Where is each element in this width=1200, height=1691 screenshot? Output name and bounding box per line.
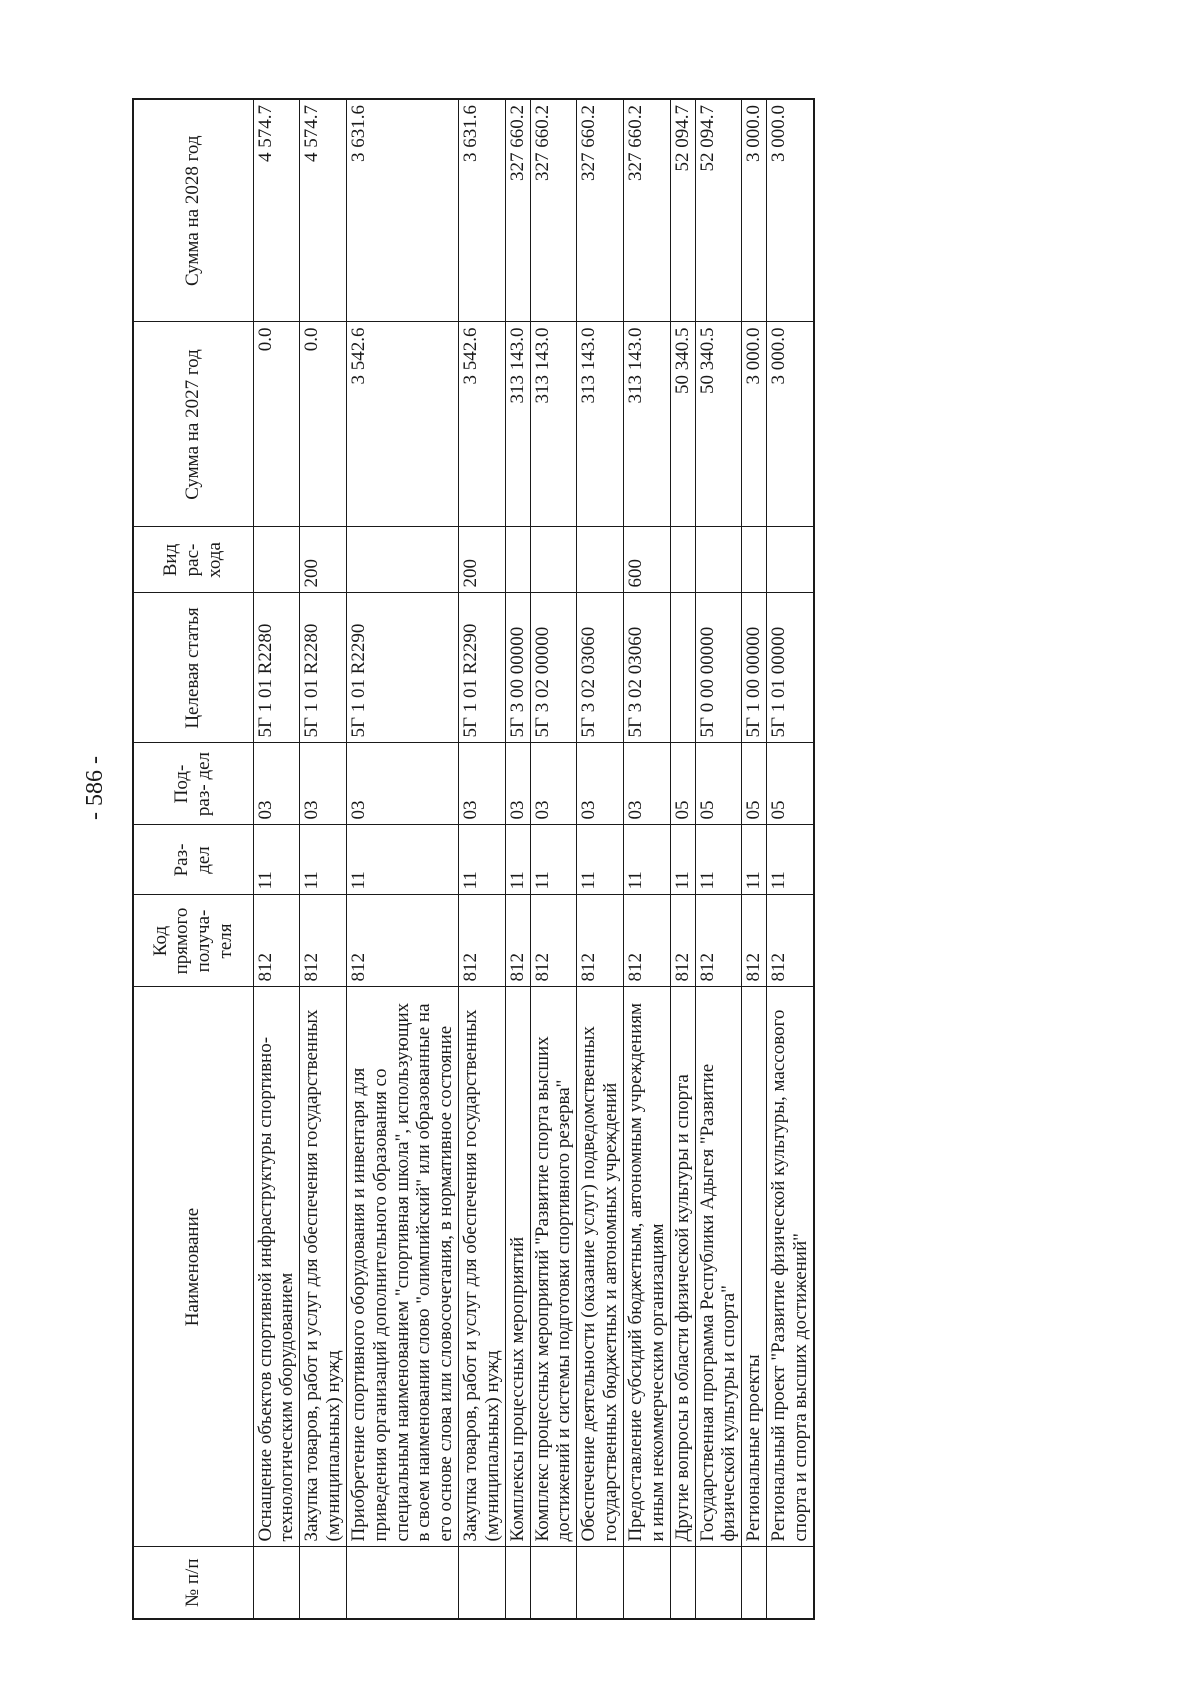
row-target-cell: 5Г 1 01 00000 xyxy=(767,593,814,743)
row-target-cell: 5Г 3 02 03060 xyxy=(577,593,624,743)
row-recipient-cell: 812 xyxy=(253,895,300,987)
row-num-cell xyxy=(577,1547,624,1619)
row-num-cell xyxy=(695,1547,742,1619)
row-subsection-cell: 05 xyxy=(767,743,814,825)
row-subsection-cell: 03 xyxy=(300,743,347,825)
page-number: - 586 - xyxy=(82,756,108,820)
row-name-cell: Региональные проекты xyxy=(742,987,767,1547)
row-sum-2028-cell: 327 660.2 xyxy=(577,99,624,322)
row-section-cell: 11 xyxy=(695,825,742,895)
rotated-page-content xyxy=(132,100,1037,1620)
row-section-cell: 11 xyxy=(505,825,530,895)
row-section-cell: 11 xyxy=(624,825,671,895)
row-name-cell: Закупка товаров, работ и услуг для обеспечения государственных (муниципальных) нужд xyxy=(300,987,347,1547)
row-num-cell xyxy=(346,1547,458,1619)
row-sum-2028-cell: 3 000.0 xyxy=(767,99,814,322)
row-section-cell: 11 xyxy=(742,825,767,895)
row-sum-2028-cell: 4 574.7 xyxy=(253,99,300,322)
row-target-cell: 5Г 1 01 R2280 xyxy=(253,593,300,743)
table-row xyxy=(459,99,506,1619)
header-sum-2028: Сумма на 2028 год xyxy=(133,99,253,322)
row-recipient-cell: 812 xyxy=(670,895,695,987)
row-sum-2027-cell: 313 143.0 xyxy=(577,322,624,527)
table-row xyxy=(505,99,530,1619)
row-sum-2027-cell: 3 000.0 xyxy=(742,322,767,527)
table-row xyxy=(577,99,624,1619)
row-name-cell: Приобретение спортивного оборудования и инвентаря для приведения организаций дополнительного образования со специальным наименованием "спортивная школа", использующих в своем наименовании слово "олимпийский" или образованные на его основе слова или словосочетания, в нормативное состояние xyxy=(346,987,458,1547)
row-section-cell: 11 xyxy=(767,825,814,895)
row-section-cell: 11 xyxy=(530,825,577,895)
row-recipient-cell: 812 xyxy=(459,895,506,987)
table-row xyxy=(346,99,458,1619)
budget-table xyxy=(132,98,815,1620)
row-subsection-cell: 03 xyxy=(346,743,458,825)
row-expense-cell: 600 xyxy=(624,527,671,593)
row-sum-2028-cell: 52 094.7 xyxy=(695,99,742,322)
header-num: № п/п xyxy=(133,1547,253,1619)
row-recipient-cell: 812 xyxy=(505,895,530,987)
row-num-cell xyxy=(505,1547,530,1619)
row-section-cell: 11 xyxy=(253,825,300,895)
row-subsection-cell: 05 xyxy=(695,743,742,825)
table-row xyxy=(767,99,814,1619)
header-sum-2027: Сумма на 2027 год xyxy=(133,322,253,527)
row-name-cell: Обеспечение деятельности (оказание услуг) подведомственных государственных бюджетных и автономных учреждений xyxy=(577,987,624,1547)
row-subsection-cell: 05 xyxy=(670,743,695,825)
row-target-cell: 5Г 0 00 00000 xyxy=(695,593,742,743)
row-num-cell xyxy=(624,1547,671,1619)
table-row xyxy=(670,99,695,1619)
row-expense-cell xyxy=(695,527,742,593)
row-sum-2027-cell: 313 143.0 xyxy=(530,322,577,527)
row-expense-cell xyxy=(346,527,458,593)
header-target: Целевая статья xyxy=(133,593,253,743)
row-num-cell xyxy=(767,1547,814,1619)
header-recipient: Код прямого получа- теля xyxy=(133,895,253,987)
row-num-cell xyxy=(530,1547,577,1619)
row-target-cell: 5Г 1 01 R2290 xyxy=(459,593,506,743)
table-header-row xyxy=(133,99,253,1619)
row-subsection-cell: 03 xyxy=(459,743,506,825)
header-expense: Вид рас- хода xyxy=(133,527,253,593)
row-sum-2027-cell: 3 000.0 xyxy=(767,322,814,527)
row-recipient-cell: 812 xyxy=(346,895,458,987)
row-sum-2027-cell: 50 340.5 xyxy=(695,322,742,527)
row-name-cell: Комплексы процессных мероприятий xyxy=(505,987,530,1547)
row-name-cell: Другие вопросы в области физической культуры и спорта xyxy=(670,987,695,1547)
row-expense-cell xyxy=(670,527,695,593)
row-target-cell: 5Г 1 01 R2280 xyxy=(300,593,347,743)
row-recipient-cell: 812 xyxy=(530,895,577,987)
row-expense-cell: 200 xyxy=(459,527,506,593)
row-name-cell: Предоставление субсидий бюджетным, автономным учреждениям и иным некоммерческим организациям xyxy=(624,987,671,1547)
row-sum-2028-cell: 3 631.6 xyxy=(459,99,506,322)
row-num-cell xyxy=(670,1547,695,1619)
row-name-cell: Оснащение объектов спортивной инфраструктуры спортивно-технологическим оборудованием xyxy=(253,987,300,1547)
row-sum-2028-cell: 327 660.2 xyxy=(624,99,671,322)
row-recipient-cell: 812 xyxy=(300,895,347,987)
row-section-cell: 11 xyxy=(300,825,347,895)
row-target-cell: 5Г 1 01 R2290 xyxy=(346,593,458,743)
row-sum-2027-cell: 313 143.0 xyxy=(624,322,671,527)
row-expense-cell xyxy=(767,527,814,593)
row-recipient-cell: 812 xyxy=(624,895,671,987)
table-row xyxy=(300,99,347,1619)
row-sum-2028-cell: 3 000.0 xyxy=(742,99,767,322)
row-target-cell: 5Г 3 02 03060 xyxy=(624,593,671,743)
row-section-cell: 11 xyxy=(459,825,506,895)
row-recipient-cell: 812 xyxy=(695,895,742,987)
row-num-cell xyxy=(300,1547,347,1619)
header-subsection: Под- раз- дел xyxy=(133,743,253,825)
row-subsection-cell: 03 xyxy=(253,743,300,825)
row-sum-2028-cell: 4 574.7 xyxy=(300,99,347,322)
row-sum-2027-cell: 3 542.6 xyxy=(459,322,506,527)
row-target-cell: 5Г 3 00 00000 xyxy=(505,593,530,743)
header-name: Наименование xyxy=(133,987,253,1547)
row-sum-2027-cell: 0.0 xyxy=(300,322,347,527)
table-row xyxy=(253,99,300,1619)
table-row xyxy=(530,99,577,1619)
header-section: Раз- дел xyxy=(133,825,253,895)
row-recipient-cell: 812 xyxy=(742,895,767,987)
row-recipient-cell: 812 xyxy=(767,895,814,987)
row-section-cell: 11 xyxy=(346,825,458,895)
row-expense-cell xyxy=(505,527,530,593)
row-target-cell: 5Г 3 02 00000 xyxy=(530,593,577,743)
table-row xyxy=(695,99,742,1619)
table-body xyxy=(253,99,814,1619)
row-sum-2027-cell: 0.0 xyxy=(253,322,300,527)
row-sum-2028-cell: 327 660.2 xyxy=(505,99,530,322)
table-row xyxy=(742,99,767,1619)
row-recipient-cell: 812 xyxy=(577,895,624,987)
row-num-cell xyxy=(253,1547,300,1619)
row-expense-cell xyxy=(577,527,624,593)
table-row xyxy=(624,99,671,1619)
row-sum-2028-cell: 327 660.2 xyxy=(530,99,577,322)
row-subsection-cell: 05 xyxy=(742,743,767,825)
row-expense-cell: 200 xyxy=(300,527,347,593)
row-sum-2028-cell: 52 094.7 xyxy=(670,99,695,322)
row-sum-2028-cell: 3 631.6 xyxy=(346,99,458,322)
row-num-cell xyxy=(742,1547,767,1619)
row-expense-cell xyxy=(742,527,767,593)
row-expense-cell xyxy=(253,527,300,593)
row-name-cell: Комплекс процессных мероприятий "Развитие спорта высших достижений и системы подготовки спортивного резерва" xyxy=(530,987,577,1547)
row-name-cell: Закупка товаров, работ и услуг для обеспечения государственных (муниципальных) нужд xyxy=(459,987,506,1547)
row-expense-cell xyxy=(530,527,577,593)
row-sum-2027-cell: 3 542.6 xyxy=(346,322,458,527)
row-subsection-cell: 03 xyxy=(577,743,624,825)
row-subsection-cell: 03 xyxy=(624,743,671,825)
row-subsection-cell: 03 xyxy=(505,743,530,825)
row-num-cell xyxy=(459,1547,506,1619)
row-section-cell: 11 xyxy=(670,825,695,895)
row-sum-2027-cell: 50 340.5 xyxy=(670,322,695,527)
row-target-cell xyxy=(670,593,695,743)
row-name-cell: Государственная программа Республики Адыгея "Развитие физической культуры и спорта" xyxy=(695,987,742,1547)
row-sum-2027-cell: 313 143.0 xyxy=(505,322,530,527)
row-name-cell: Региональный проект "Развитие физической культуры, массового спорта и спорта высших достижений" xyxy=(767,987,814,1547)
row-section-cell: 11 xyxy=(577,825,624,895)
row-subsection-cell: 03 xyxy=(530,743,577,825)
row-target-cell: 5Г 1 00 00000 xyxy=(742,593,767,743)
